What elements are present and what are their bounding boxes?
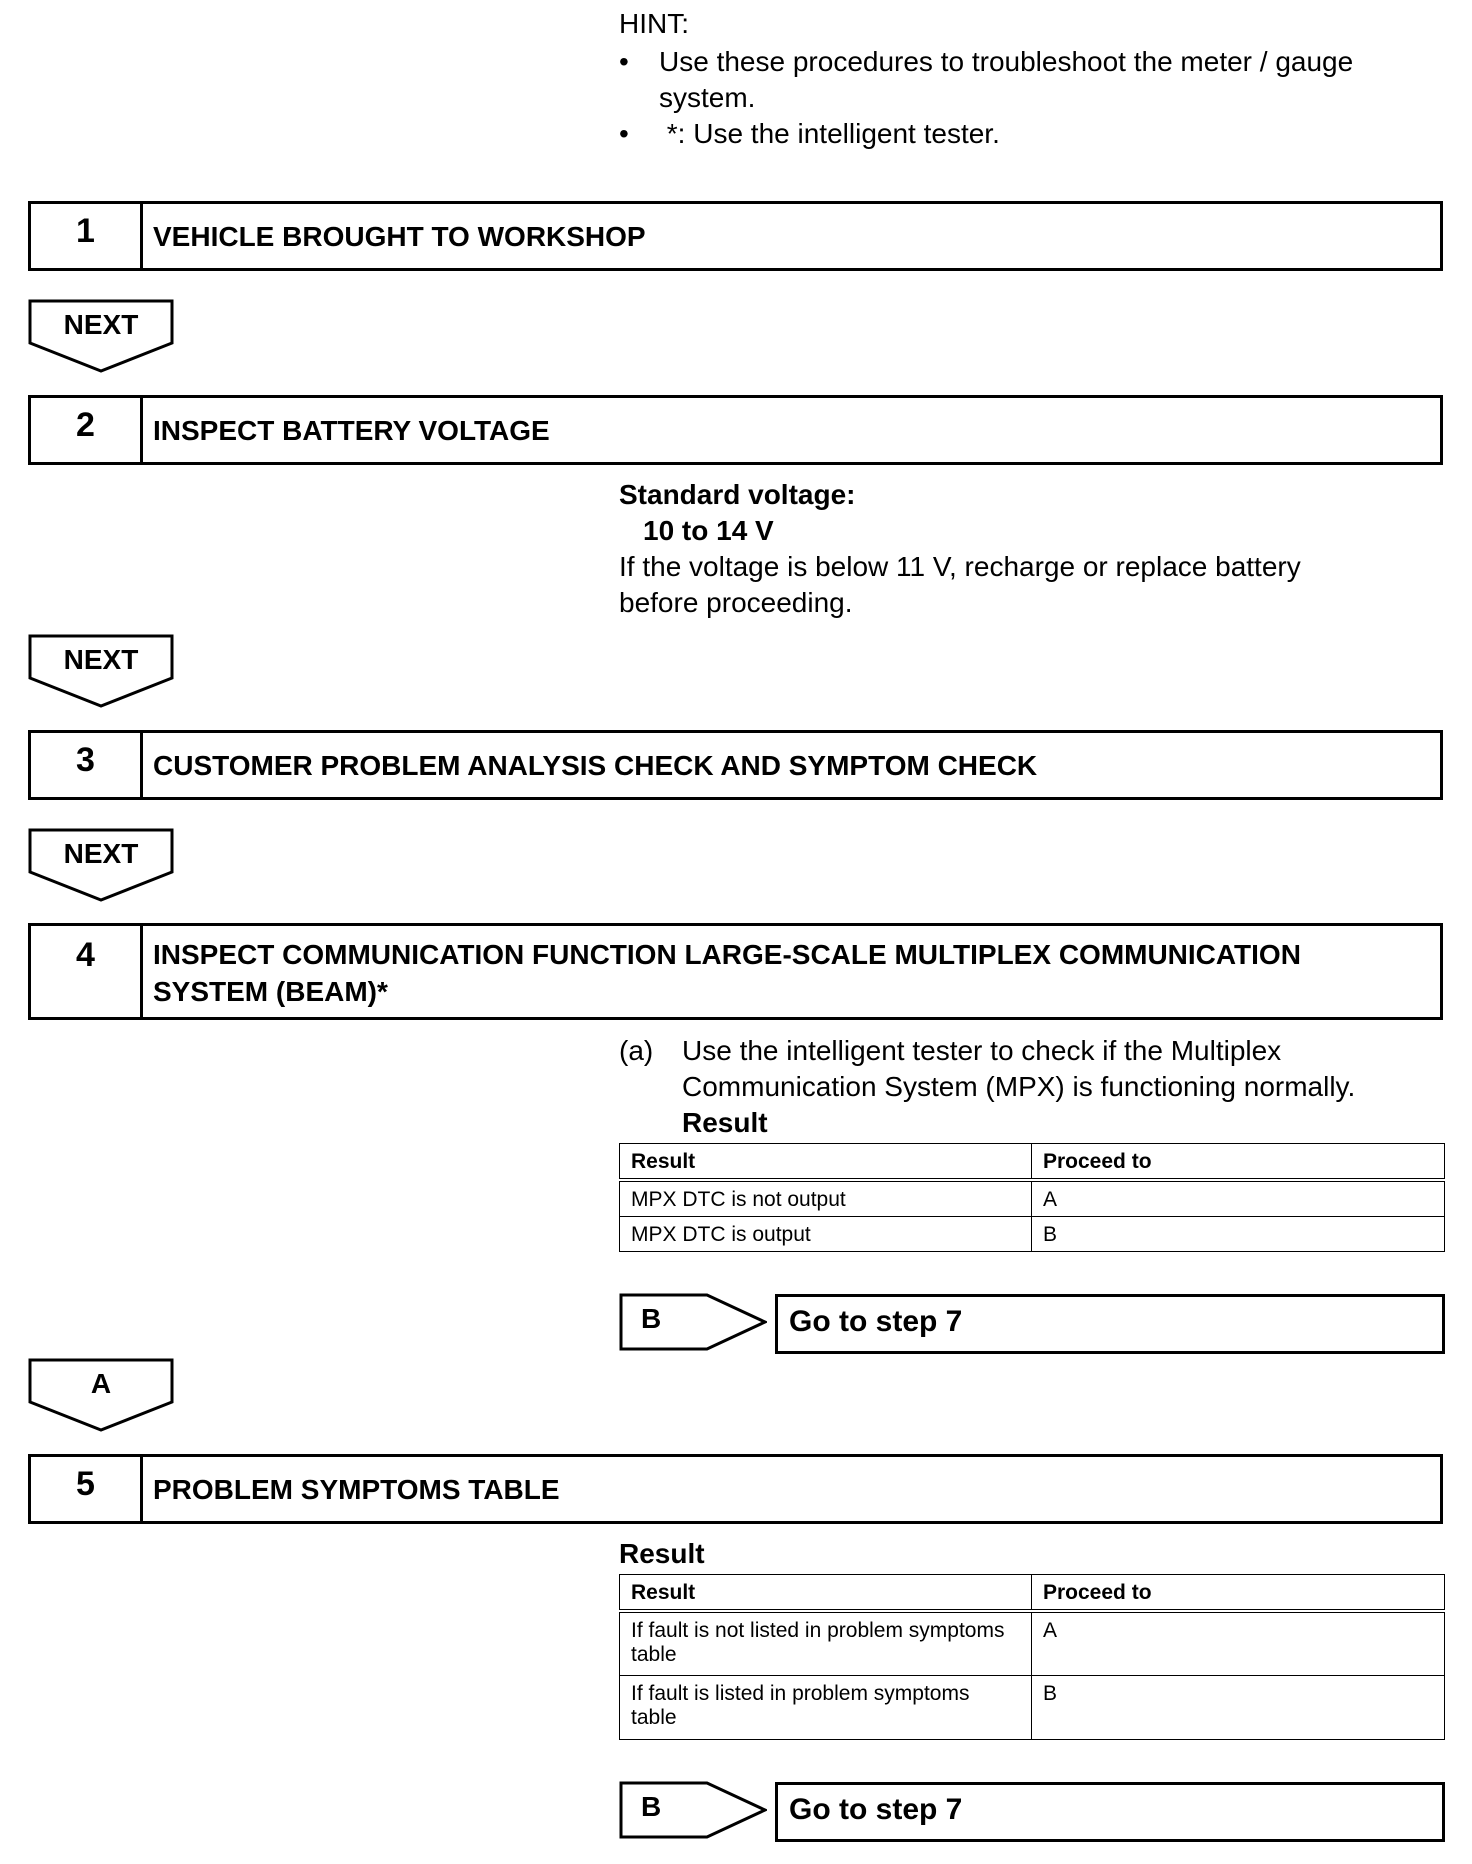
step-1-number: 1 — [31, 204, 143, 268]
header-proceed-to: Proceed to — [1032, 1575, 1445, 1612]
bullet-dot: • — [619, 118, 629, 149]
step-4-instruction-line2: Communication System (MPX) is functioning normally. — [682, 1071, 1356, 1102]
cell-proceed: B — [1032, 1675, 1445, 1739]
next-tag-3 — [28, 828, 174, 902]
hint-bullet-2 — [619, 116, 1439, 152]
hint-title: HINT: — [619, 8, 689, 39]
step-3-number: 3 — [31, 733, 143, 797]
voltage-note-line2: before proceeding. — [619, 587, 853, 618]
table-row — [620, 1217, 1445, 1252]
hint-bullet-1-line1: Use these procedures to troubleshoot the meter / gauge — [659, 46, 1354, 77]
step-4-box — [28, 923, 1443, 1020]
step-5-box — [28, 1454, 1443, 1524]
cell-result: If fault is not listed in problem symptoms table — [620, 1611, 1032, 1675]
table-row — [620, 1611, 1445, 1675]
next-label: NEXT — [63, 838, 139, 869]
header-result: Result — [620, 1575, 1032, 1612]
header-proceed-to: Proceed to — [1032, 1144, 1445, 1181]
step-2-box — [28, 395, 1443, 465]
standard-voltage-label: Standard voltage: — [619, 479, 856, 510]
cell-proceed: A — [1032, 1180, 1445, 1217]
bullet-dot: • — [619, 46, 629, 77]
table-header-row — [620, 1575, 1445, 1612]
step-4-title-line1: INSPECT COMMUNICATION FUNCTION LARGE-SCALE MULTIPLEX COMMUNICATION — [153, 939, 1301, 970]
step-4-result-table — [619, 1143, 1445, 1252]
step-4-title-line2: SYSTEM (BEAM)* — [153, 976, 388, 1007]
step-2-number: 2 — [31, 398, 143, 462]
next-tag-1 — [28, 299, 174, 373]
cell-result: MPX DTC is output — [620, 1217, 1032, 1252]
b-branch-tag-2 — [619, 1781, 767, 1839]
step-5-result-label: Result — [619, 1538, 705, 1569]
goto-step-7-box-2: Go to step 7 — [775, 1782, 1445, 1842]
b-branch-tag-1 — [619, 1293, 767, 1351]
step-3-title: CUSTOMER PROBLEM ANALYSIS CHECK AND SYMPTOM CHECK — [153, 750, 1038, 781]
step-5-title: PROBLEM SYMPTOMS TABLE — [153, 1474, 560, 1505]
step-4-number: 4 — [31, 926, 143, 1017]
table-header-row — [620, 1144, 1445, 1181]
a-label: A — [90, 1368, 112, 1399]
table-row — [620, 1180, 1445, 1217]
b-label: B — [641, 1791, 662, 1822]
step-5-result-table — [619, 1574, 1445, 1740]
next-label: NEXT — [63, 644, 139, 675]
step-3-box — [28, 730, 1443, 800]
hint-bullet-1-line2: system. — [659, 82, 756, 113]
step-1-title: VEHICLE BROUGHT TO WORKSHOP — [153, 221, 646, 252]
step-4-result-label: Result — [682, 1107, 768, 1138]
step-1-box — [28, 201, 1443, 271]
goto-step-7-box-1: Go to step 7 — [775, 1294, 1445, 1354]
step-4-instruction-line1: Use the intelligent tester to check if the Multiplex — [682, 1035, 1282, 1066]
next-label: NEXT — [63, 309, 139, 340]
step-2-title: INSPECT BATTERY VOLTAGE — [153, 415, 550, 446]
voltage-note-line1: If the voltage is below 11 V, recharge or replace battery — [619, 551, 1301, 582]
hint-bullet-2-text: *: Use the intelligent tester. — [659, 118, 1000, 149]
standard-voltage-value: 10 to 14 V — [643, 515, 774, 546]
next-tag-2 — [28, 634, 174, 708]
step-5-number: 5 — [31, 1457, 143, 1521]
table-row — [620, 1675, 1445, 1739]
hint-bullet-1 — [619, 44, 1439, 116]
cell-result: If fault is listed in problem symptoms table — [620, 1675, 1032, 1739]
cell-proceed: A — [1032, 1611, 1445, 1675]
cell-result: MPX DTC is not output — [620, 1180, 1032, 1217]
header-result: Result — [620, 1144, 1032, 1181]
cell-proceed: B — [1032, 1217, 1445, 1252]
step-4-marker: (a) — [619, 1035, 654, 1066]
a-tag — [28, 1358, 174, 1432]
b-label: B — [641, 1303, 662, 1334]
